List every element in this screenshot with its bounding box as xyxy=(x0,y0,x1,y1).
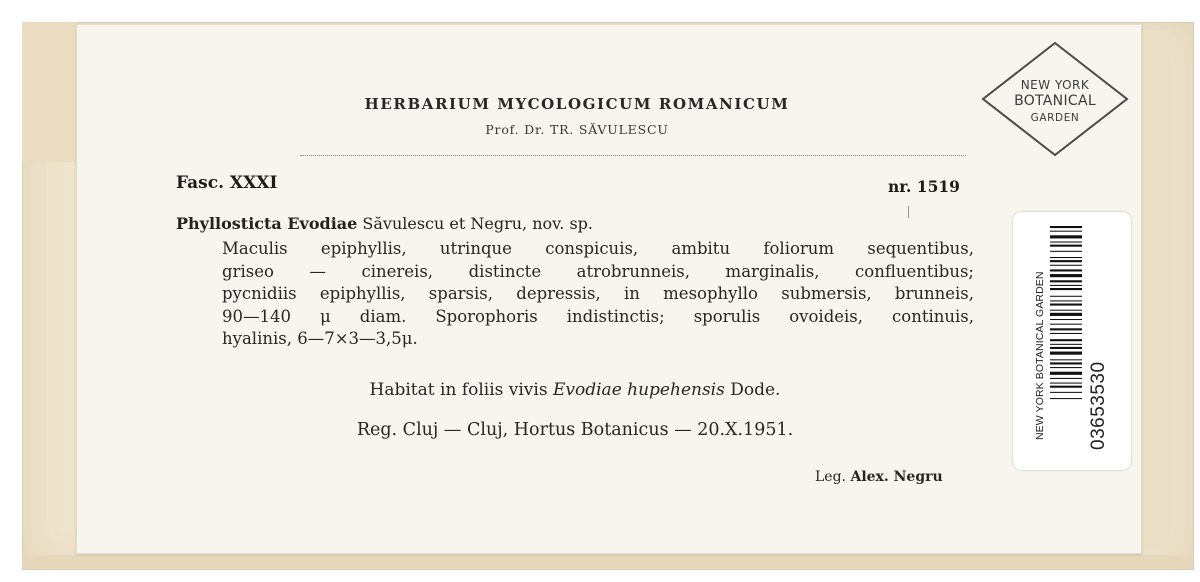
barcode-bar xyxy=(1050,300,1082,301)
barcode-bar xyxy=(1050,347,1082,349)
species-authors: Săvulescu et Negru, nov. sp. xyxy=(357,214,593,233)
barcode-bar xyxy=(1050,362,1082,364)
barcode-bar xyxy=(1050,274,1082,277)
barcode-bar xyxy=(1050,319,1082,320)
dotted-rule xyxy=(300,155,966,156)
barcode-bar xyxy=(1050,310,1082,311)
barcode-bar xyxy=(1050,231,1082,232)
barcode-bar xyxy=(1050,288,1082,290)
envelope-bottom-fold xyxy=(22,555,1192,568)
barcode-institution: NEW YORK BOTANICAL GARDEN xyxy=(1034,271,1046,440)
species-line xyxy=(176,214,593,233)
barcode-bar xyxy=(1050,280,1082,282)
barcode-bars xyxy=(1050,226,1082,448)
species-name: Phyllosticta Evodiae xyxy=(176,214,358,233)
stamp-line-1: NEW YORK xyxy=(1020,78,1090,92)
habitat-suffix: Dode. xyxy=(724,380,781,400)
barcode-bar xyxy=(1050,378,1082,379)
species-description xyxy=(222,238,974,351)
herbarium-subtitle: Prof. Dr. TR. SĂVULESCU xyxy=(485,122,669,137)
description-line: pycnidiis epiphyllis, sparsis, depressis, in mesophyllo submersis, brunneis, xyxy=(222,284,974,303)
fascicle-number: Fasc. XXXI xyxy=(176,173,278,193)
barcode-bar xyxy=(1050,372,1082,375)
barcode-bar xyxy=(1050,324,1082,325)
barcode-bar xyxy=(1050,285,1082,286)
barcode-bar xyxy=(1050,333,1082,334)
barcode-bar xyxy=(1050,265,1082,266)
specimen-number: nr. 1519 xyxy=(888,177,960,196)
barcode-bar xyxy=(1050,235,1082,238)
barcode-bar xyxy=(1050,260,1082,262)
description-line: griseo — cinereis, distincte atrobrunneis, marginalis, confluentibus; xyxy=(222,261,974,281)
collector-name: Alex. Negru xyxy=(850,469,943,485)
barcode-bar xyxy=(1050,226,1082,228)
barcode-bar xyxy=(1050,398,1082,399)
barcode-bar xyxy=(1050,339,1082,341)
barcode-bar xyxy=(1050,304,1082,306)
stamp-line-3: GARDEN xyxy=(1030,112,1080,124)
habitat-prefix: Habitat in foliis vivis xyxy=(369,380,553,400)
barcode-bar xyxy=(1050,257,1082,258)
collector-line xyxy=(815,469,943,485)
barcode-bar xyxy=(1050,386,1082,388)
barcode-bar xyxy=(1050,352,1082,355)
description-line: Maculis epiphyllis, utrinque conspicuis, ambitu foliorum sequentibus, xyxy=(222,239,974,258)
collector-prefix: Leg. xyxy=(815,469,851,485)
locality-line: Reg. Cluj — Cluj, Hortus Botanicus — 20.X.1951. xyxy=(356,420,794,440)
habitat-line xyxy=(0,380,1150,400)
barcode-bar xyxy=(1050,242,1082,243)
description-line: hyalinis, 6—7×3—3,5μ. xyxy=(222,329,418,348)
barcode-bar xyxy=(1050,367,1082,368)
herbarium-title: HERBARIUM MYCOLOGICUM ROMANICUM xyxy=(364,95,790,113)
description-line: 90—140 μ diam. Sporophoris indistinctis; sporulis ovoideis, continuis, xyxy=(222,306,974,326)
pencil-mark xyxy=(908,206,909,218)
barcode-bar xyxy=(1050,359,1082,360)
barcode-bar xyxy=(1050,269,1082,271)
stamp-line-2: BOTANICAL xyxy=(1014,93,1096,109)
barcode-bar xyxy=(1050,245,1082,247)
barcode-bar xyxy=(1050,344,1082,345)
barcode-number: 03653530 xyxy=(1088,361,1109,450)
barcode-bar xyxy=(1050,328,1082,330)
envelope-flap-left xyxy=(22,22,79,162)
habitat-host: Evodiae hupehensis xyxy=(552,380,725,400)
barcode-bar xyxy=(1050,296,1082,297)
barcode-bar xyxy=(1050,251,1082,252)
barcode-bar xyxy=(1050,392,1082,393)
barcode-bar xyxy=(1050,383,1082,384)
barcode-bar xyxy=(1050,313,1082,316)
